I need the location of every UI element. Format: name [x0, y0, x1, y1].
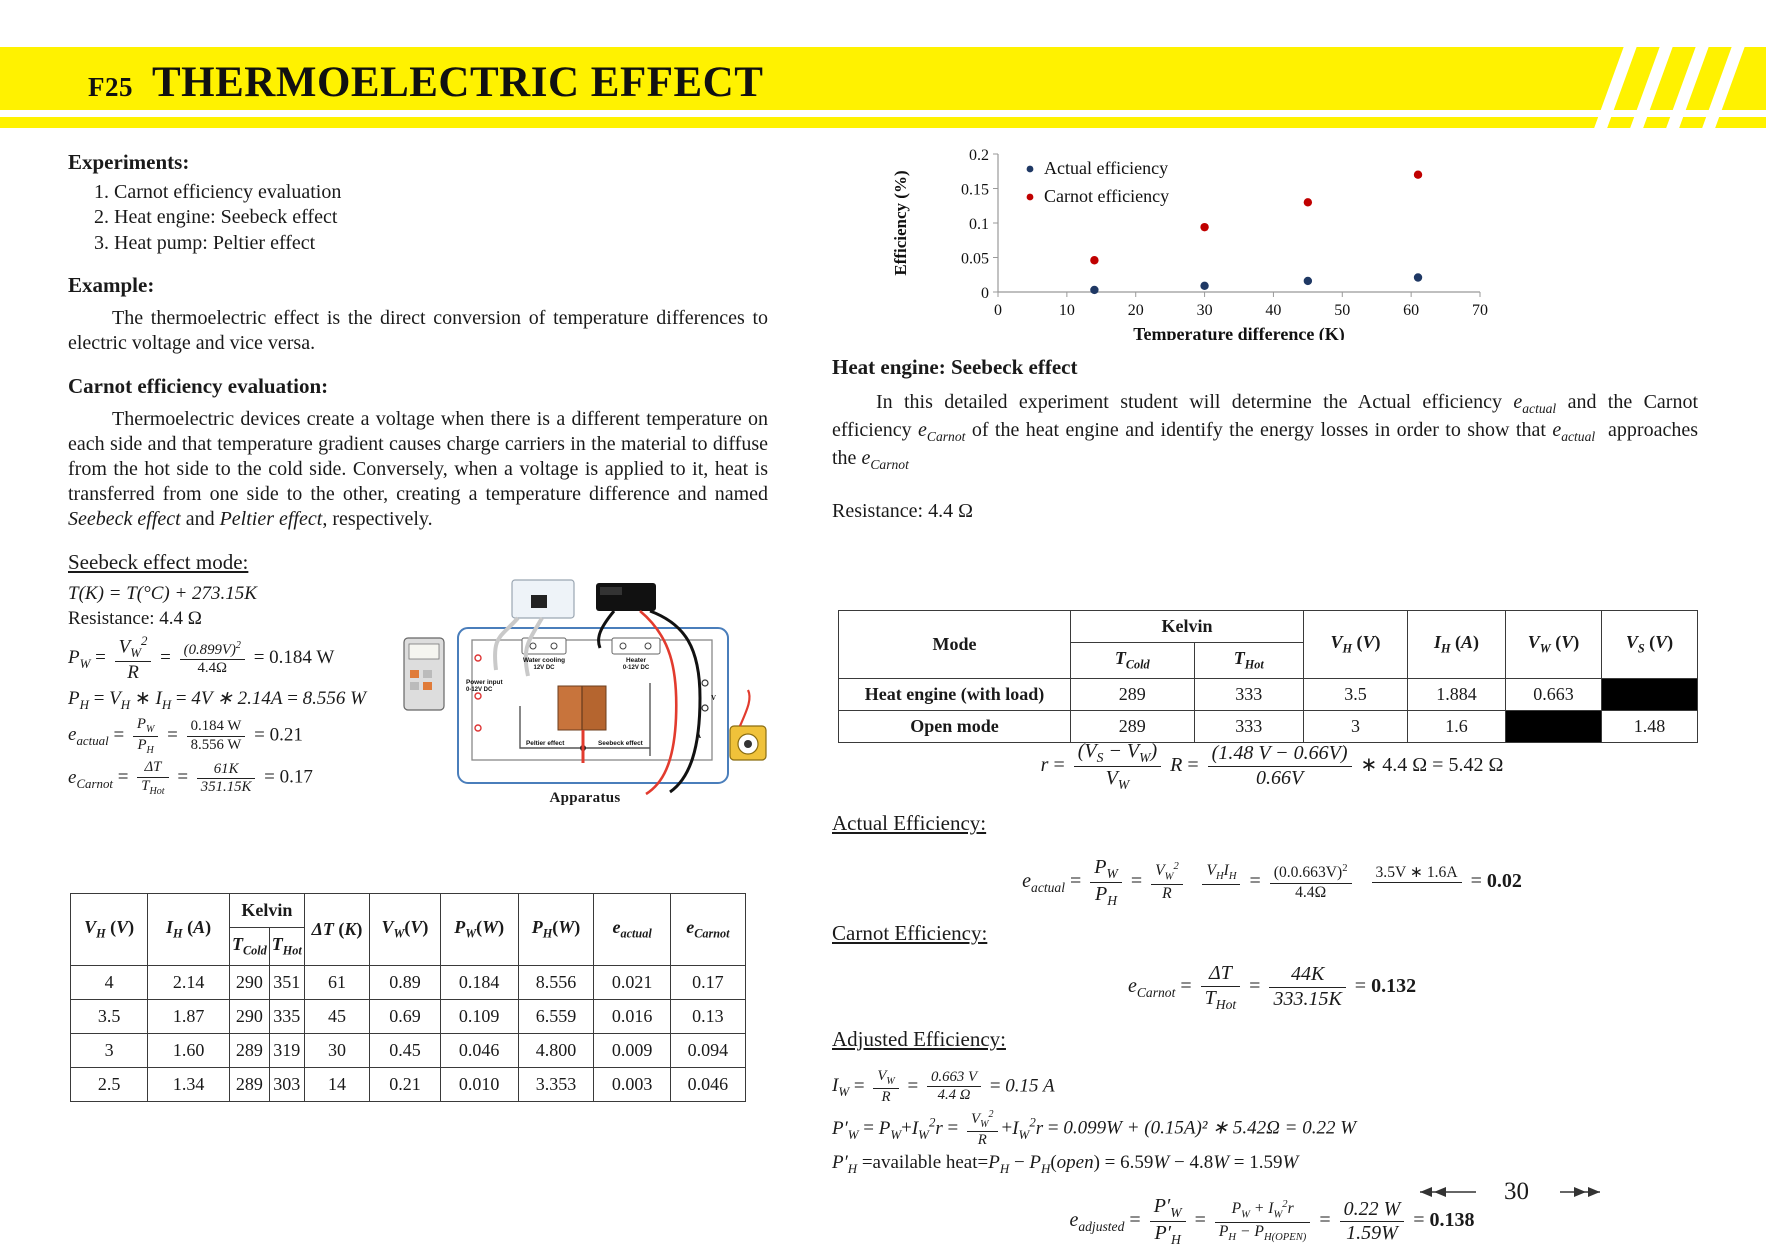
col-thot: $T_{Hot}$ [1194, 643, 1304, 679]
equation-e-carnot: $e_{Carnot}$ = $\frac{\Delta T}{T_{Hot}}$ = $\frac{61K}{351.15K}$ = 0.17 [68, 759, 313, 797]
table-cell: 2.14 [148, 965, 230, 999]
table-cell: 0.046 [440, 1033, 518, 1067]
experiments-heading: Experiments: [68, 150, 190, 174]
col-tcold: $T_{Cold}$ [1071, 643, 1195, 679]
table-header-row [839, 611, 1698, 643]
ce-denominator: 333.15K [1273, 987, 1342, 1010]
x-tick-label: 50 [1334, 302, 1351, 319]
table-cell: 8.556 [518, 965, 594, 999]
cell-thot: 333 [1194, 678, 1304, 710]
table-cell: 4.800 [518, 1033, 594, 1067]
y-tick-label: 0.05 [961, 250, 989, 268]
table-cell: 3.353 [518, 1067, 594, 1101]
cell-mode: Heat engine (with load) [839, 678, 1071, 710]
page-title: THERMOELECTRIC EFFECT [152, 59, 764, 106]
table-cell: 3.5 [71, 999, 148, 1033]
r-numerator: (1.48 V − 0.66V) [1208, 742, 1352, 767]
ae-denominator2: 3.5V ∗ 1.6A [1372, 864, 1462, 883]
svg-text:Seebeck effect: Seebeck effect [598, 740, 643, 747]
col-vh: $V_H$ (V) [71, 894, 148, 966]
table-cell: 1.60 [148, 1033, 230, 1067]
adj-result: 0.138 [1429, 1209, 1475, 1232]
svg-text:Peltier effect: Peltier effect [526, 740, 565, 747]
table-row [71, 1067, 746, 1101]
ecarnot-num: 61K [197, 761, 256, 779]
col-vs: $V_S$ (V) [1602, 611, 1698, 679]
table-cell: 14 [304, 1067, 369, 1101]
table-cell: 290 [229, 965, 269, 999]
table-cell: 0.046 [670, 1067, 745, 1101]
ae-numerator: $(0.0.663V)^2$ [1270, 863, 1352, 884]
col-ph: $P_H(W)$ [518, 894, 594, 966]
cell-vs [1602, 678, 1698, 710]
data-point [1304, 198, 1312, 206]
seebeck-results-table [70, 893, 746, 1102]
carnot-efficiency-heading: Carnot Efficiency: [832, 921, 988, 946]
r-denominator: 0.66V [1255, 767, 1304, 790]
page-footer [1400, 1178, 1720, 1218]
ae-result: 0.02 [1486, 870, 1522, 893]
data-point [1414, 171, 1422, 179]
table-cell: 0.016 [594, 999, 670, 1033]
table-cell: 0.094 [670, 1033, 745, 1067]
ph-prime-text: =available $heat=P_H$ − $P_H(open) = 6.59W - 4.8W = 1.59W$ [861, 1152, 1299, 1177]
table-cell: 0.45 [370, 1033, 441, 1067]
experiment-code: F25 [88, 72, 133, 102]
table-cell: 61 [304, 965, 369, 999]
cell-ih: 1.884 [1408, 678, 1506, 710]
cell-ih: 1.6 [1408, 710, 1506, 742]
equation-pw-prime: $P'_W = P_W+I_W^2r$ = $\frac{V_W^2}{R}$ $+I_W^2r = 0.099W + (0.15A)^2$ ∗ 5.42Ω = 0.22 W [832, 1109, 1357, 1148]
table-cell: 1.34 [148, 1067, 230, 1101]
legend-label: Actual efficiency [1044, 158, 1169, 178]
adj-num: 0.22 W [1340, 1198, 1405, 1223]
eactual-result: 0.21 [269, 724, 303, 746]
mode-measurements-table [838, 610, 1698, 743]
table-cell: 289 [229, 1033, 269, 1067]
col-ih: $I_H$ (A) [148, 894, 230, 966]
table-cell: 4 [71, 965, 148, 999]
iw-result: 0.15 A [1005, 1075, 1055, 1097]
experiments-list [68, 181, 768, 255]
col-eactual: $e_{actual}$ [594, 894, 670, 966]
right-resistance-label: Resistance: 4.4 Ω [832, 499, 973, 522]
equation-adjusted-efficiency: $e_{adjusted}$ = $\frac{P'_W}{P'_H}$ = $\frac{P_W + I_W^2r}{P_H - P_{H(OPEN)}}$ = $\frac{0.22 W}{1.59W}$ = 0.138 [1069, 1195, 1475, 1248]
col-ecarnot: $e_{Carnot}$ [670, 894, 745, 966]
table-cell: 30 [304, 1033, 369, 1067]
table-cell: 351 [269, 965, 304, 999]
cell-tcold: 289 [1071, 710, 1195, 742]
table-cell: 0.21 [370, 1067, 441, 1101]
equation-power-heat: $P_H = V_H$ ∗ $I_H = 4V$ ∗ 2.14A = 8.556 W [68, 687, 366, 712]
banner-yellow-underline [0, 117, 1635, 128]
eactual-num: 0.184 W [187, 718, 246, 736]
cell-mode: Open mode [839, 710, 1071, 742]
x-tick-label: 60 [1403, 302, 1420, 319]
carnot-evaluation-heading: Carnot efficiency evaluation: [68, 374, 329, 399]
svg-text:0-12V DC: 0-12V DC [466, 687, 493, 693]
ph-values: 4V ∗ 2.14A [191, 687, 283, 709]
example-heading: Example: [68, 273, 155, 298]
equation-internal-resistance: r = $\frac{(V_S - V_W)}{V_W}$ R = $\frac{(1.48 V - 0.66V)}{0.66V}$ ∗ 4.4 Ω = 5.42 Ω [1040, 740, 1504, 793]
table-cell: 319 [269, 1033, 304, 1067]
svg-text:Heater: Heater [626, 657, 646, 664]
pw-prime-result: 0.099W + (0.15A)² ∗ 5.42Ω = 0.22 W [1063, 1117, 1357, 1139]
equation-ph-prime: $P'_H$ =available $heat=P_H$ − $P_H(open) = 6.59W - 4.8W = 1.59W$ [832, 1152, 1299, 1177]
table-cell: 6.559 [518, 999, 594, 1033]
ae-denominator: 4.4Ω [1295, 883, 1327, 901]
table-cell: 0.69 [370, 999, 441, 1033]
seebeck-mode-heading: Seebeck effect mode: [68, 550, 249, 575]
table-cell: 290 [229, 999, 269, 1033]
table-cell: 289 [229, 1067, 269, 1101]
col-tcold: $T_{Cold}$ [229, 928, 269, 966]
equation-temperature-kelvin: T(K) = T(°C) + 273.15K [68, 583, 257, 605]
col-vw: $V_W$ (V) [1506, 611, 1602, 679]
svg-text:A: A [696, 732, 702, 740]
table-cell: 0.010 [440, 1067, 518, 1101]
y-tick-label: 0.2 [969, 147, 989, 164]
table-cell: 0.003 [594, 1067, 670, 1101]
table-cell: 0.89 [370, 965, 441, 999]
col-vw: $V_W(V)$ [370, 894, 441, 966]
legend-marker [1027, 166, 1034, 173]
table-cell: 0.184 [440, 965, 518, 999]
svg-text:0-12V DC: 0-12V DC [622, 665, 650, 671]
table-body [71, 965, 746, 1101]
equation-e-actual: $e_{actual}$ = $\frac{P_W}{P_H}$ = $\frac{0.184 W}{8.556 W}$ = 0.21 [68, 715, 303, 756]
table-cell: 0.021 [594, 965, 670, 999]
right-column [832, 210, 1698, 526]
pw-result: 0.184 W [269, 646, 335, 668]
page-number: 30 [1504, 1178, 1529, 1205]
svg-text:12V DC: 12V DC [533, 665, 555, 671]
svg-text:Power input: Power input [466, 679, 503, 686]
y-tick-label: 0.1 [969, 216, 989, 233]
table-header-row [71, 894, 746, 928]
iw-den: 4.4 Ω [937, 1087, 971, 1104]
y-tick-label: 0.15 [961, 181, 989, 199]
col-mode: Mode [839, 611, 1071, 679]
col-kelvin-group: Kelvin [229, 894, 304, 928]
equation-resistance: Resistance: 4.4 Ω [68, 608, 202, 630]
equation-carnot-efficiency: $e_{Carnot}$ = $\frac{\Delta T}{T_{Hot}}$ = $\frac{44K}{333.15K}$ = 0.132 [1127, 962, 1417, 1012]
adjusted-efficiency-heading: Adjusted Efficiency: [832, 1026, 1006, 1051]
ce-result: 0.132 [1371, 975, 1417, 998]
apparatus-caption: Apparatus [549, 790, 621, 806]
equation-actual-efficiency: $e_{actual}$ = $\frac{P_W}{P_H}$ = $\frac{V_W^2}{R}$ $V_HI_H$ = $\frac{(0.0.663V)^2}{4.4\Omega}$ 3.5V ∗ 1.6A = 0.02 [1022, 856, 1522, 909]
x-tick-label: 20 [1127, 302, 1144, 319]
col-pw: $P_W(W)$ [440, 894, 518, 966]
cell-vw: 0.663 [1506, 678, 1602, 710]
x-tick-label: 10 [1058, 302, 1075, 319]
apparatus-figure [400, 578, 770, 818]
col-thot: $T_{Hot}$ [269, 928, 304, 966]
cell-vs: 1.48 [1602, 710, 1698, 742]
legend-marker [1027, 194, 1034, 201]
cell-thot: 333 [1194, 710, 1304, 742]
ecarnot-result: 0.17 [279, 766, 313, 788]
table-cell: 3 [71, 1033, 148, 1067]
iw-num: 0.663 V [927, 1069, 981, 1087]
table-row [71, 999, 746, 1033]
svg-text:V: V [711, 694, 717, 702]
actual-efficiency-heading: Actual Efficiency: [832, 811, 987, 836]
col-deltat: ΔT (K) [304, 894, 369, 966]
list-item: 1. Carnot efficiency evaluation [114, 181, 768, 204]
table-cell: 0.009 [594, 1033, 670, 1067]
y-tick-label: 0 [981, 285, 989, 302]
cell-tcold: 289 [1071, 678, 1195, 710]
table-row [71, 1033, 746, 1067]
carnot-evaluation-paragraph: Thermoelectric devices create a voltage when there is a different temperature on each side and that temperature gradient causes charge carriers in the material to diffuse from the hot side to the cold side. Conversely, when a voltage is applied to it, heat is transferred from one side to the other, creating a temperature difference and named Seebeck effect and Peltier effect, respectively. [68, 408, 768, 531]
table-cell: 303 [269, 1067, 304, 1101]
r-result: ∗ 4.4 Ω = 5.42 Ω [1360, 754, 1504, 777]
col-ih: $I_H$ (A) [1408, 611, 1506, 679]
cell-vh: 3 [1304, 710, 1408, 742]
svg-text:Water cooling: Water cooling [522, 657, 566, 664]
table-cell: 335 [269, 999, 304, 1033]
x-tick-label: 40 [1265, 302, 1282, 319]
example-paragraph: The thermoelectric effect is the direct conversion of temperature differences to electric voltage and vice versa. [68, 307, 768, 355]
col-vh: $V_H$ (V) [1304, 611, 1408, 679]
x-tick-label: 0 [994, 302, 1002, 319]
table-cell: 0.13 [670, 999, 745, 1033]
cell-vh: 3.5 [1304, 678, 1408, 710]
adj-den: 1.59W [1346, 1222, 1398, 1245]
ph-result: 8.556 W [302, 687, 366, 709]
table-cell: 1.87 [148, 999, 230, 1033]
equation-iw: $I_W$ = $\frac{V_W}{R}$ = $\frac{0.663 V}{4.4 \Omega}$ = 0.15 A [832, 1067, 1055, 1105]
table-row [71, 965, 746, 999]
table-row [839, 678, 1698, 710]
x-axis-label: Temperature difference (K) [1133, 324, 1345, 340]
table-cell: 0.17 [670, 965, 745, 999]
heat-engine-heading: Heat engine: Seebeck effect [832, 355, 1078, 379]
ecarnot-den: 351.15K [200, 779, 252, 796]
list-item: 3. Heat pump: Peltier effect [114, 232, 768, 255]
eactual-den: 8.556 W [190, 736, 242, 753]
table-cell: 2.5 [71, 1067, 148, 1101]
table-cell: 0.109 [440, 999, 518, 1033]
y-axis-label: Efficiency (%) [891, 170, 910, 276]
page-header-banner [0, 0, 1766, 134]
ce-numerator: 44K [1269, 963, 1345, 988]
equation-power-work: $P_W$ = $\frac{V_W^2}{R}$ = $\frac{(0.899V)^2}{4.4\Omega}$ = 0.184 W [68, 633, 335, 683]
table-cell: 45 [304, 999, 369, 1033]
x-tick-label: 30 [1196, 302, 1213, 319]
col-kelvin-group: Kelvin [1071, 611, 1304, 643]
x-tick-label: 70 [1472, 302, 1488, 319]
heat-engine-paragraph: In this detailed experiment student will determine the Actual efficiency $e_{actual}$ and the Carnot efficiency $e_{Carnot}$ of the heat engine and identify the energy losses in order to show that $e_{actual}$ approaches the $e_{Carnot}$ [832, 391, 1698, 472]
legend-label: Carnot efficiency [1044, 186, 1170, 206]
list-item: 2. Heat engine: Seebeck effect [114, 206, 768, 229]
